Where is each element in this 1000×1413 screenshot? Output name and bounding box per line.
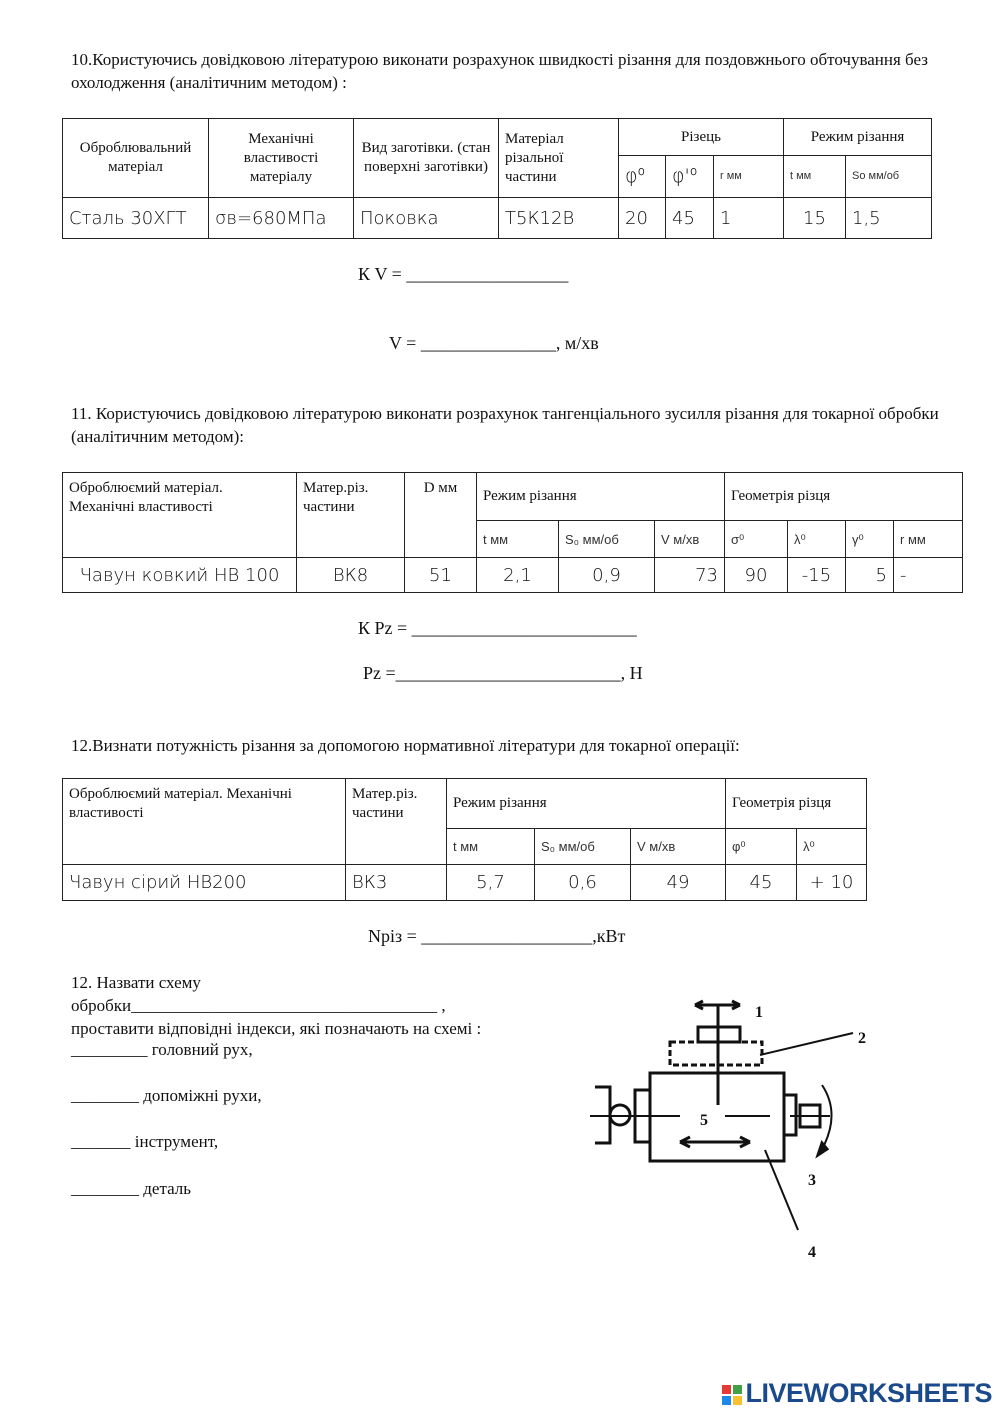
scheme-name-field[interactable]: обробки____________________________________ , — [71, 996, 446, 1015]
label-2: 2 — [858, 1030, 866, 1047]
part-field[interactable]: ________ деталь — [71, 1179, 192, 1198]
kpz-field[interactable]: К Pz = _________________________ — [358, 618, 637, 638]
pz-field[interactable]: Pz =_________________________, Н — [363, 663, 643, 683]
liveworksheets-logo: LIVEWORKSHEETS — [721, 1378, 992, 1409]
task11-table: Оброблюємий матеріал. Механічні властивості Матер.різ. частини D мм Режим різання Геометрія різця t мм S₀ мм/об V м/хв σ⁰ λ⁰ γ⁰ r мм Чавун ковкий НВ 100 ВК8 51 2,1 0,9 73 90 -15 5 - — [62, 472, 963, 593]
label-4: 4 — [808, 1244, 816, 1261]
machining-scheme-diagram — [580, 985, 880, 1265]
tool-field[interactable]: _______ інструмент, — [71, 1132, 219, 1151]
label-5: 5 — [700, 1112, 708, 1129]
v-field[interactable]: V = _______________, м/хв — [389, 333, 599, 353]
n-field[interactable]: Nріз = ___________________,кВт — [368, 926, 626, 946]
kv-field[interactable]: К V = __________________ — [358, 264, 569, 284]
task12a-text: 12.Визнати потужність різання за допомогою нормативної літератури для токарної операції: — [71, 736, 740, 755]
main-motion-field[interactable]: _________ головний рух, — [71, 1040, 253, 1059]
task12a-table: Оброблюємий матеріал. Механічні властивості Матер.різ. частини Режим різання Геометрія різця t мм S₀ мм/об V м/хв φ⁰ λ⁰ Чавун сірий НВ200 ВК3 5,7 0,6 49 45 + 10 — [62, 778, 867, 901]
task11-text: 11. Користуючись довідковою літературою виконати розрахунок тангенціального зусилля різання для токарної обробки (аналітичним методом): — [71, 404, 939, 446]
task10-table: Оброблювальний матеріал Механічні властивості матеріалу Вид заготівки. (стан поверхні заготівки) Матеріал різальної частини Різець Режим різання φ⁰ φ'⁰ r мм t мм So мм/об Сталь 30ХГТ σв=680МПа Поковка Т5К12В 20 45 1 15 1,5 — [62, 118, 932, 239]
task10-text: 10.Користуючись довідковою літературою виконати розрахунок швидкості різання для поздовжнього обточування без охолодження (аналітичним методом) : — [71, 50, 928, 92]
label-1: 1 — [755, 1004, 763, 1021]
task12b-text: 12. Назвати схему обробки____________________________________ , проставити відповідні індекси, які позначають на схемі : — [71, 973, 482, 1038]
label-3: 3 — [808, 1172, 816, 1189]
logo-icon — [721, 1384, 745, 1406]
aux-motion-field[interactable]: ________ допоміжні рухи, — [71, 1086, 262, 1105]
